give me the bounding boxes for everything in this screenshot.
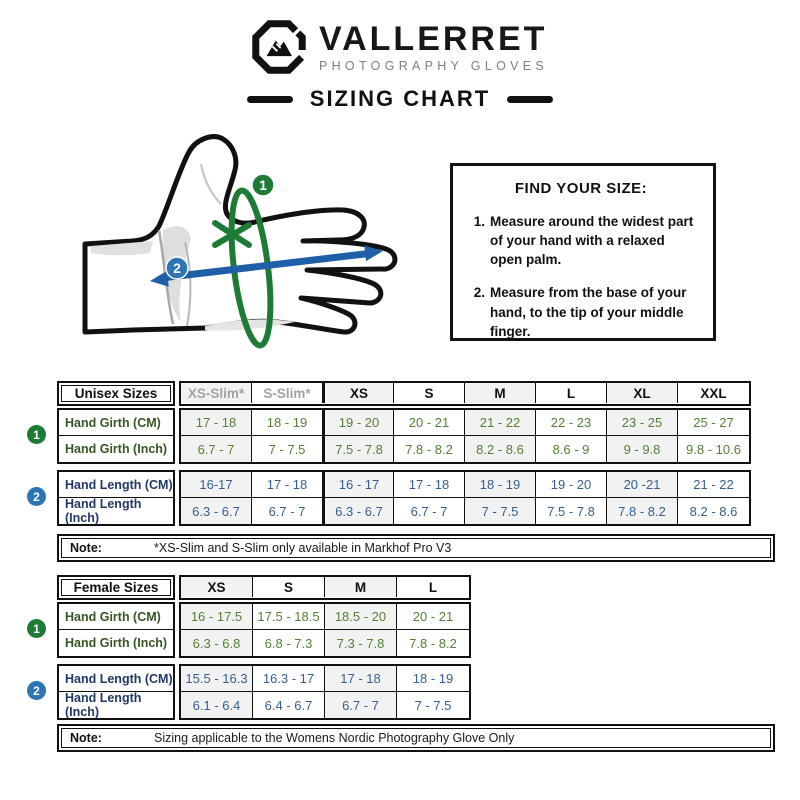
size-value-cell: 9 - 9.8	[607, 436, 678, 462]
unisex-girth-rows	[57, 408, 751, 464]
unisex-note-text: *XS-Slim and S-Slim only available in Markhof Pro V3	[154, 541, 452, 555]
column-header-s: S	[253, 577, 325, 597]
column-header-xl: XL	[607, 383, 678, 403]
length-marker-badge	[166, 257, 188, 279]
brand-text	[318, 19, 549, 73]
size-value-cell: 18 - 19	[397, 666, 469, 692]
size-value-cell: 25 - 27	[678, 410, 749, 436]
size-value-cell: 16-17	[181, 472, 252, 498]
unisex-girth-values	[179, 408, 751, 464]
unisex-note-box	[57, 534, 775, 562]
size-value-cell: 6.4 - 6.7	[253, 692, 325, 718]
size-value-cell: 6.7 - 7	[325, 692, 397, 718]
female-header-row	[57, 575, 471, 600]
size-value-cell: 17 - 18	[325, 666, 397, 692]
size-value-cell: 6.8 - 7.3	[253, 630, 325, 656]
female-length-rows	[57, 664, 471, 720]
size-value-cell: 9.8 - 10.6	[678, 436, 749, 462]
size-value-cell: 7.8 - 8.2	[607, 498, 678, 524]
size-value-cell: 20 -21	[607, 472, 678, 498]
girth-marker-badge	[252, 174, 274, 196]
unisex-length-labels	[57, 470, 175, 526]
size-value-cell: 8.2 - 8.6	[465, 436, 536, 462]
step-number: 1.	[473, 214, 485, 229]
female-girth-marker: 1	[27, 619, 46, 638]
size-value-cell: 22 - 23	[536, 410, 607, 436]
female-note-box	[57, 724, 775, 752]
row-label: Hand Length (Inch)	[65, 691, 142, 719]
female-sizes-table	[57, 575, 471, 720]
find-size-step-2	[463, 283, 699, 340]
unisex-sizes-table	[57, 381, 751, 526]
page-title-row	[0, 86, 800, 112]
column-header-l: L	[397, 577, 469, 597]
note-label: Note:	[70, 731, 102, 745]
size-value-cell: 6.7 - 7	[394, 498, 465, 524]
unisex-length-marker: 2	[27, 487, 46, 506]
size-value-cell: 7.5 - 7.8	[323, 436, 394, 462]
column-header-xs: XS	[323, 383, 394, 403]
female-girth-values	[179, 602, 471, 658]
female-length-marker: 2	[27, 681, 46, 700]
size-value-cell: 19 - 20	[323, 410, 394, 436]
size-value-cell: 7.8 - 8.2	[397, 630, 469, 656]
find-size-step-1	[463, 212, 699, 269]
size-value-cell: 8.2 - 8.6	[678, 498, 749, 524]
page-title: SIZING CHART	[309, 86, 491, 111]
column-header-m: M	[465, 383, 536, 403]
row-label: Hand Length (CM)	[59, 666, 173, 692]
size-value-cell: 23 - 25	[607, 410, 678, 436]
unisex-girth-marker: 1	[27, 425, 46, 444]
female-girth-labels	[57, 602, 175, 658]
title-dash-left	[247, 96, 293, 103]
size-value-cell: 18.5 - 20	[325, 604, 397, 630]
row-label: Hand Length (CM)	[59, 472, 173, 498]
size-value-cell: 8.6 - 9	[536, 436, 607, 462]
size-value-cell: 18 - 19	[252, 410, 323, 436]
size-value-cell: 18 - 19	[465, 472, 536, 498]
size-value-cell: 17 - 18	[252, 472, 323, 498]
size-value-cell: 16 - 17	[323, 472, 394, 498]
title-dash-right	[507, 96, 553, 103]
size-value-cell: 6.3 - 6.8	[181, 630, 253, 656]
step-text: Measure around the widest part of your hand with a relaxed open palm.	[490, 214, 694, 268]
unisex-length-values	[179, 470, 751, 526]
step-number: 2.	[473, 285, 485, 301]
svg-text:2: 2	[173, 260, 181, 276]
size-value-cell: 6.1 - 6.4	[181, 692, 253, 718]
column-header-s: S	[394, 383, 465, 403]
size-value-cell: 7.5 - 7.8	[536, 498, 607, 524]
brand-name: VALLERRET	[318, 19, 548, 58]
size-value-cell: 7.8 - 8.2	[394, 436, 465, 462]
size-value-cell: 16 - 17.5	[181, 604, 253, 630]
unisex-girth-labels	[57, 408, 175, 464]
size-value-cell: 17 - 18	[181, 410, 252, 436]
unisex-title: Unisex Sizes	[61, 385, 171, 402]
vallerret-logo-icon	[252, 20, 306, 74]
find-your-size-steps	[463, 212, 699, 341]
size-value-cell: 17 - 18	[394, 472, 465, 498]
column-header-xxl: XXL	[678, 383, 749, 403]
size-value-cell: 7 - 7.5	[465, 498, 536, 524]
size-value-cell: 6.7 - 7	[181, 436, 252, 462]
row-label: Hand Girth (CM)	[59, 410, 173, 436]
size-value-cell: 21 - 22	[678, 472, 749, 498]
size-value-cell: 15.5 - 16.3	[181, 666, 253, 692]
female-title-box	[57, 575, 175, 600]
row-label: Hand Girth (Inch)	[65, 636, 168, 650]
size-value-cell: 19 - 20	[536, 472, 607, 498]
female-length-values	[179, 664, 471, 720]
female-girth-rows	[57, 602, 471, 658]
size-value-cell: 6.3 - 6.7	[323, 498, 394, 524]
size-value-cell: 21 - 22	[465, 410, 536, 436]
row-label: Hand Girth (Inch)	[65, 442, 168, 456]
size-value-cell: 17.5 - 18.5	[253, 604, 325, 630]
female-title: Female Sizes	[61, 579, 171, 596]
hand-measurement-diagram	[55, 126, 420, 371]
unisex-title-box	[57, 381, 175, 406]
female-column-headers	[179, 575, 471, 600]
column-header-xs: XS	[181, 577, 253, 597]
column-header-m: M	[325, 577, 397, 597]
step-text: Measure from the base of your hand, to the tip of your middle finger.	[490, 285, 687, 339]
size-value-cell: 7 - 7.5	[252, 436, 323, 462]
size-value-cell: 16.3 - 17	[253, 666, 325, 692]
find-your-size-box	[450, 163, 716, 341]
brand-header	[0, 20, 800, 74]
size-value-cell: 7.3 - 7.8	[325, 630, 397, 656]
size-value-cell: 6.7 - 7	[252, 498, 323, 524]
size-value-cell: 6.3 - 6.7	[181, 498, 252, 524]
female-length-labels	[57, 664, 175, 720]
column-header-l: L	[536, 383, 607, 403]
row-label: Hand Length (Inch)	[65, 497, 142, 525]
unisex-header-row	[57, 381, 751, 406]
note-label: Note:	[70, 541, 102, 555]
size-value-cell: 7 - 7.5	[397, 692, 469, 718]
size-value-cell: 20 - 21	[394, 410, 465, 436]
column-header-xsslim: XS-Slim*	[181, 383, 252, 403]
svg-text:1: 1	[259, 177, 267, 193]
brand-tagline: PHOTOGRAPHY GLOVES	[318, 58, 549, 73]
find-your-size-title: FIND YOUR SIZE:	[514, 180, 648, 197]
female-note-text: Sizing applicable to the Womens Nordic Photography Glove Only	[154, 731, 515, 745]
column-header-sslim: S-Slim*	[252, 383, 323, 403]
size-value-cell: 20 - 21	[397, 604, 469, 630]
unisex-length-rows	[57, 470, 751, 526]
row-label: Hand Girth (CM)	[59, 604, 173, 630]
unisex-column-headers	[179, 381, 751, 406]
